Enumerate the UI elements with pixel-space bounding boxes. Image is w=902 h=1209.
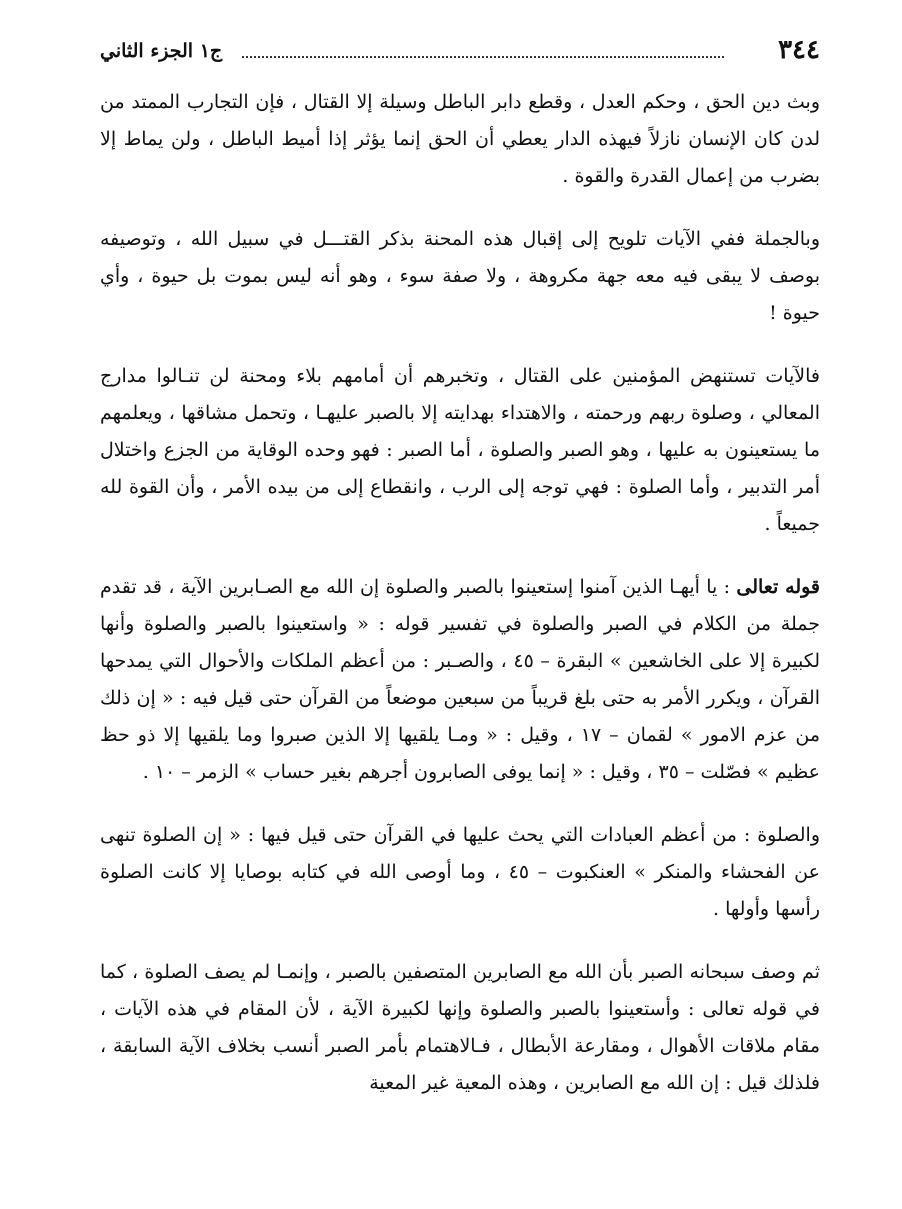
paragraph-6 <box>100 954 820 1102</box>
header-dotted-rule <box>242 56 724 58</box>
paragraph-text: ثم وصف سبحانه الصبر بأن الله مع الصابرين المتصفين بالصبر ، وإنمـا لم يصف الصلوة ، كما في قوله تعالى : وأستعينوا بالصبر والصلوة وإنها لكبيرة الآية ، لأن المقام في هذه الآيات ، مقام ملاقات الأهوال ، ومقارعة الأبطال ، فـالاهتمام بأمر الصبر أنسب بخلاف الآية السابقة ، فلذلك قيل : إن الله مع الصابرين ، وهذه المعية غير المعية <box>100 961 820 1094</box>
paragraph-lead: قوله تعالى <box>736 576 821 598</box>
paragraph-5 <box>100 817 820 928</box>
paragraph-text: وبالجملة ففي الآيات تلويح إلى إقبال هذه المحنة بذكر القتـــل في سبيل الله ، وتوصيفه بوصف لا يبقى فيه معه جهة مكروهة ، ولا صفة سوء ، وهو أنه ليس بموت بل حيوة ، وأي حيوة ! <box>100 228 820 324</box>
paragraph-text: فالآيات تستنهض المؤمنين على القتال ، وتخبرهم أن أمامهم بلاء ومحنة لن تنـالوا مدارج المعالي ، وصلوة ربهم ورحمته ، والاهتداء بهدايته إلا بالصبر عليهـا ، وتحمل مشاقها ، ويعلمهم ما يستعينون به عليها ، وهو الصبر والصلوة ، أما الصبر : فهو وحده الوقاية من الجزع واختلال أمر التدبير ، وأما الصلوة : فهي توجه إلى الرب ، وانقطاع إلى من بيده الأمر ، وأن القوة لله جميعاً . <box>100 365 820 535</box>
running-head: ج١ الجزء الثاني <box>100 40 223 62</box>
paragraph-text: : يا أيهـا الذين آمنوا إستعينوا بالصبر والصلوة إن الله مع الصـابرين الآية ، قد تقدم جملة من الكلام في الصبر والصلوة في تفسير قوله : « واستعينوا بالصبر والصلوة وأنها لكبيرة إلا على الخاشعين » البقرة – ٤٥ ، والصـبر : من أعظم الملكات والأحوال التي يمدحها القرآن ، ويكرر الأمر به حتى بلغ قريباً من سبعين موضعاً من القرآن حتى قيل فيه : « إن ذلك من عزم الامور » لقمان – ١٧ ، وقيل : « ومـا يلقيها إلا الذين صبروا وما يلقيها إلا ذو حظ عظيم » فصّلت – ٣٥ ، وقيل : « إنما يوفى الصابرون أجرهم بغير حساب » الزمر – ١٠ . <box>100 576 821 783</box>
page-header <box>100 34 820 74</box>
page-body <box>100 84 820 1128</box>
paragraph-4 <box>100 569 820 791</box>
paragraph-3 <box>100 358 820 543</box>
paragraph-2 <box>100 221 820 332</box>
paragraph-1 <box>100 84 820 195</box>
page-number: ٣٤٤ <box>778 35 820 65</box>
paragraph-text: والصلوة : من أعظم العبادات التي يحث عليها في القرآن حتى قيل فيها : « إن الصلوة تنهى عن الفحشاء والمنكر » العنكبوت – ٤٥ ، وما أوصى الله في كتابه بوصايا إلا كانت الصلوة رأسها وأولها . <box>100 824 820 920</box>
paragraph-text: وبث دين الحق ، وحكم العدل ، وقطع دابر الباطل وسيلة إلا القتال ، فإن التجارب الممتد من لدن كان الإنسان نازلاً فيهذه الدار يعطي أن الحق إنما يؤثر إذا أميط الباطل ، ولن يماط إلا بضرب من إعمال القدرة والقوة . <box>100 91 820 187</box>
